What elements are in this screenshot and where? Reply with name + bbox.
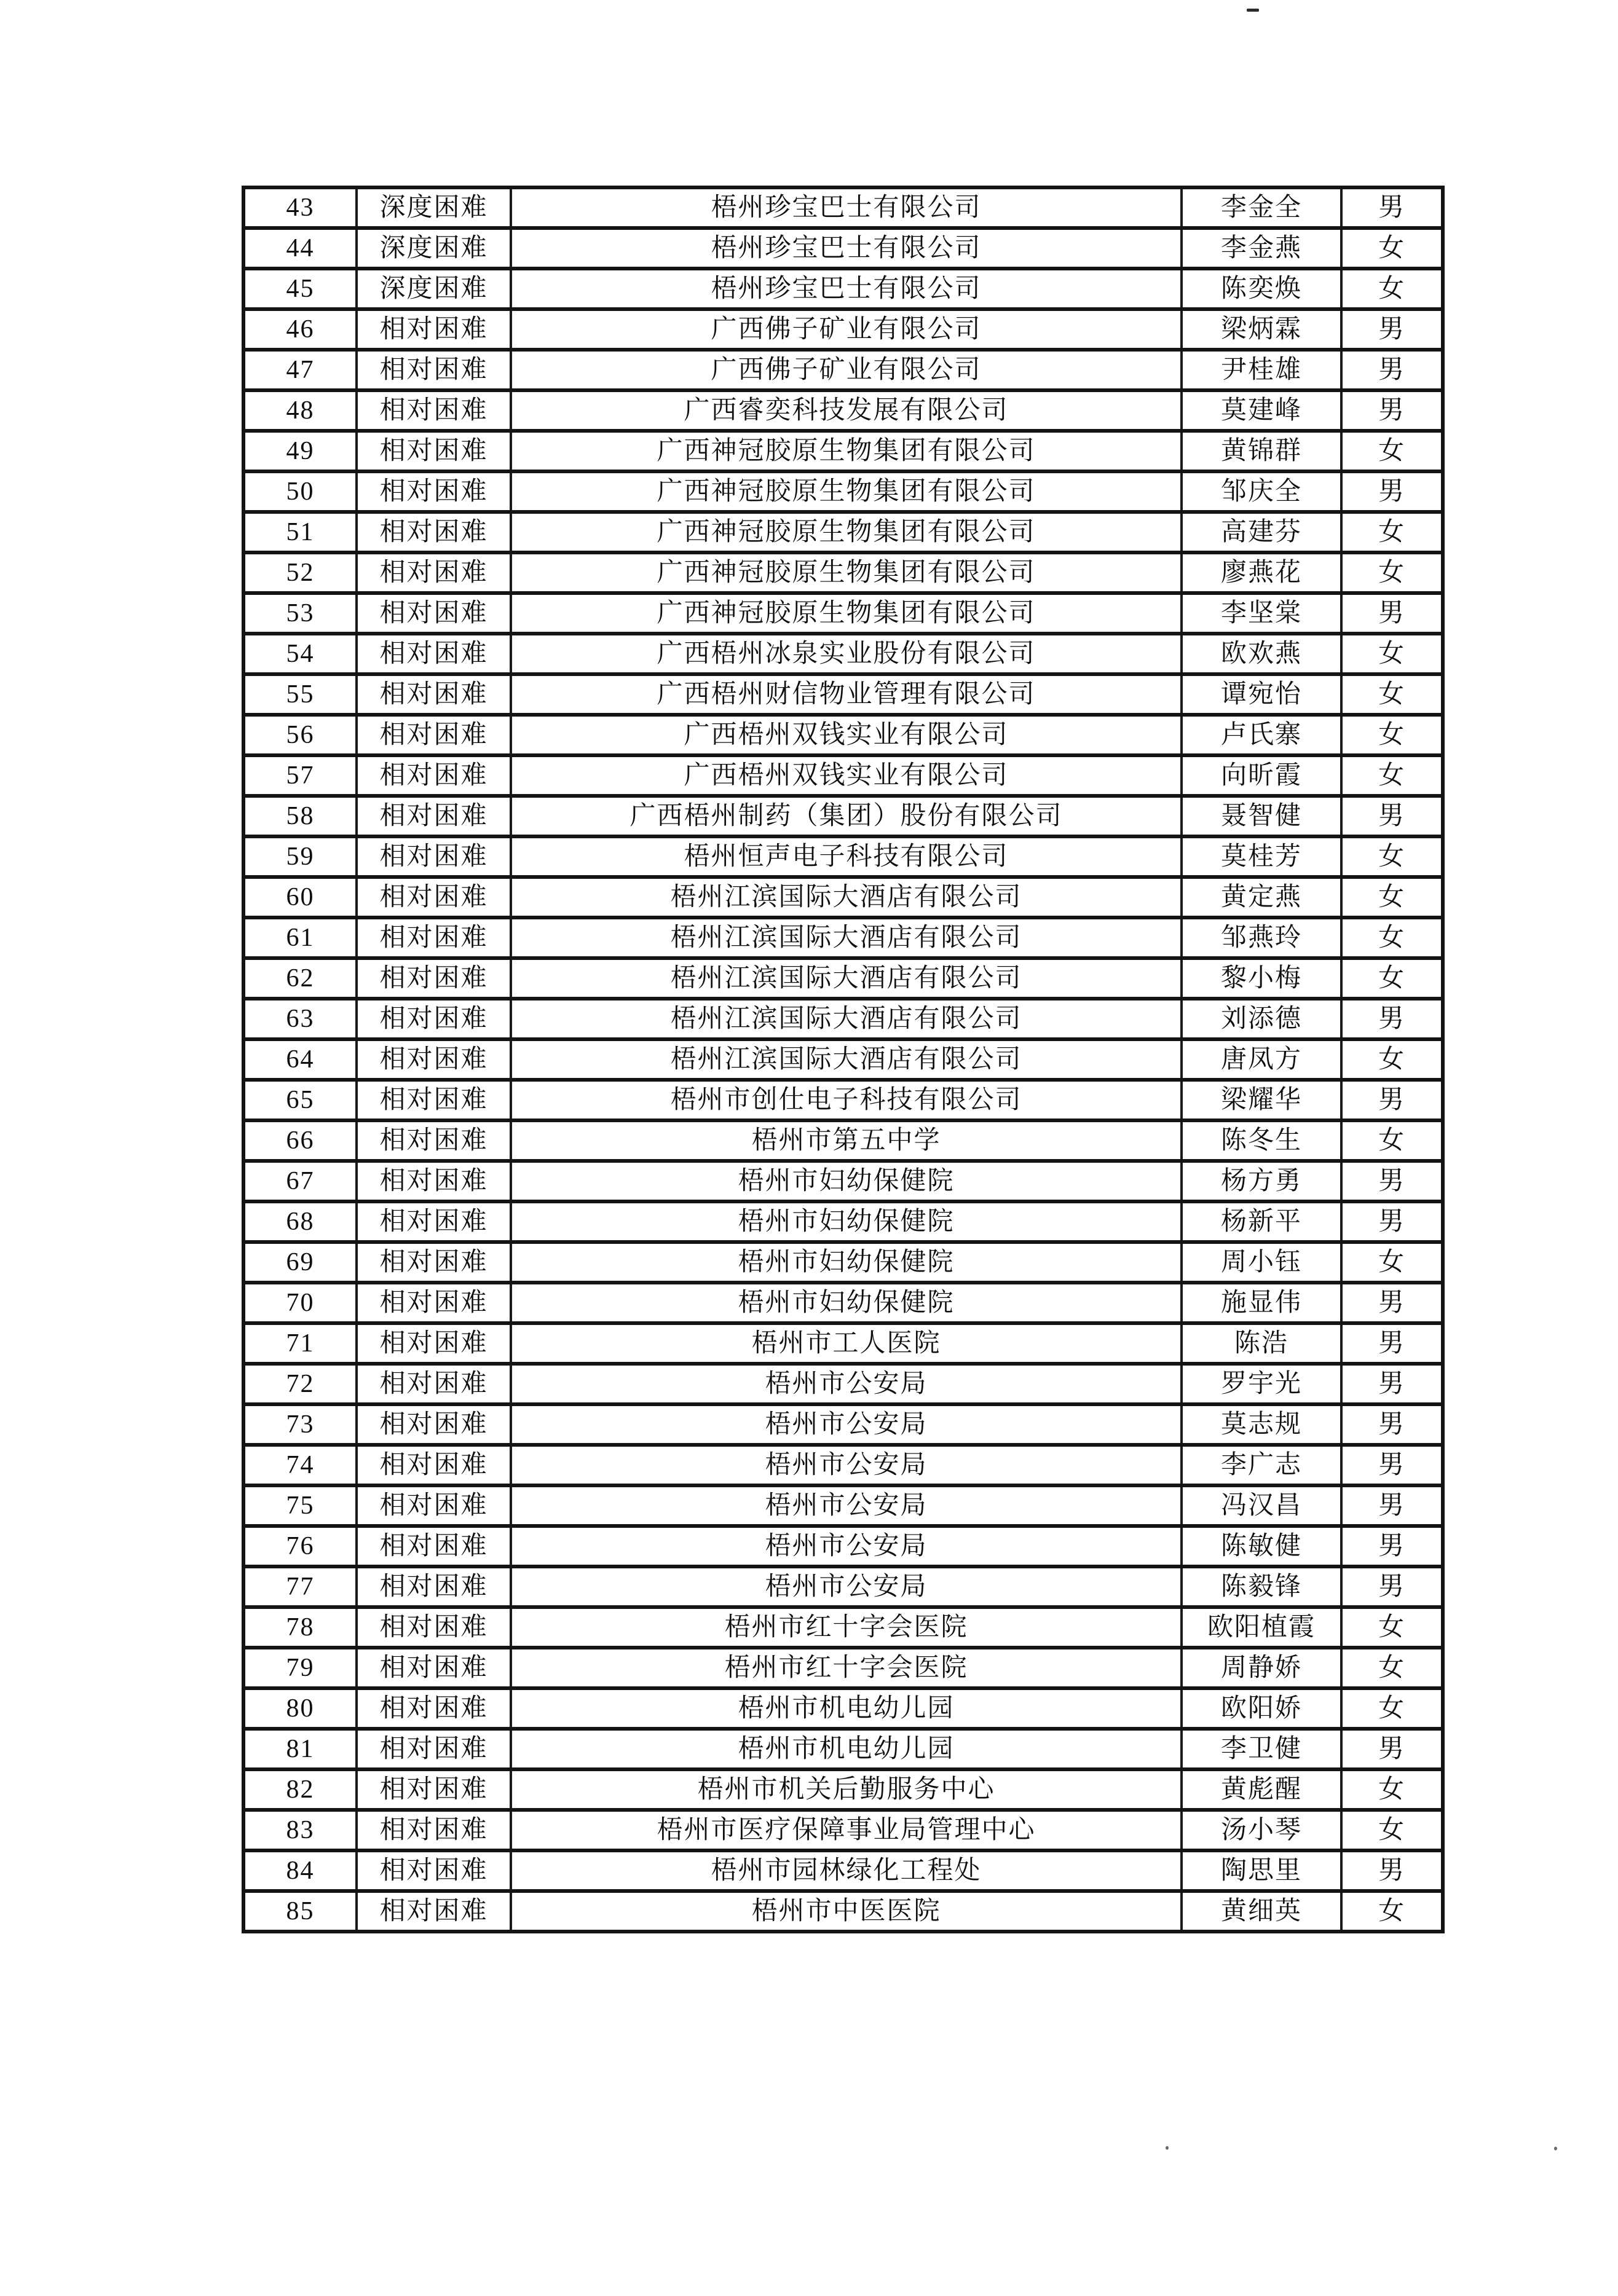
row-person-name-cell: 陈奕焕 bbox=[1182, 269, 1341, 309]
table-row bbox=[243, 796, 1443, 836]
row-person-name-cell: 梁炳霖 bbox=[1182, 309, 1341, 350]
row-number-cell: 77 bbox=[243, 1567, 357, 1607]
row-number-cell: 70 bbox=[243, 1283, 357, 1323]
row-person-name-cell: 罗宇光 bbox=[1182, 1364, 1341, 1404]
row-company-cell: 梧州市公安局 bbox=[511, 1567, 1182, 1607]
row-company-cell: 梧州市第五中学 bbox=[511, 1120, 1182, 1161]
row-person-name-cell: 尹桂雄 bbox=[1182, 350, 1341, 390]
row-person-name-cell: 梁耀华 bbox=[1182, 1080, 1341, 1120]
table-row bbox=[243, 836, 1443, 877]
row-person-name-cell: 周小钰 bbox=[1182, 1242, 1341, 1283]
row-person-name-cell: 汤小琴 bbox=[1182, 1810, 1341, 1850]
row-company-cell: 梧州珍宝巴士有限公司 bbox=[511, 228, 1182, 269]
row-company-cell: 梧州市机关后勤服务中心 bbox=[511, 1769, 1182, 1810]
row-number-cell: 68 bbox=[243, 1201, 357, 1242]
row-company-cell: 广西神冠胶原生物集团有限公司 bbox=[511, 512, 1182, 552]
row-company-cell: 梧州江滨国际大酒店有限公司 bbox=[511, 918, 1182, 958]
row-company-cell: 梧州市医疗保障事业局管理中心 bbox=[511, 1810, 1182, 1850]
scan-artifact-speck bbox=[1166, 2146, 1169, 2150]
table-row bbox=[243, 674, 1443, 715]
row-category-cell: 相对困难 bbox=[357, 552, 511, 593]
row-number-cell: 80 bbox=[243, 1688, 357, 1729]
row-gender-cell: 男 bbox=[1341, 1526, 1443, 1567]
row-category-cell: 相对困难 bbox=[357, 390, 511, 431]
row-person-name-cell: 周静娇 bbox=[1182, 1648, 1341, 1688]
row-number-cell: 56 bbox=[243, 715, 357, 755]
row-gender-cell: 女 bbox=[1341, 1039, 1443, 1080]
roster-table-body bbox=[243, 187, 1443, 1932]
table-row bbox=[243, 1850, 1443, 1891]
row-gender-cell: 女 bbox=[1341, 918, 1443, 958]
row-person-name-cell: 卢氏寨 bbox=[1182, 715, 1341, 755]
row-gender-cell: 男 bbox=[1341, 796, 1443, 836]
row-number-cell: 75 bbox=[243, 1485, 357, 1526]
row-category-cell: 相对困难 bbox=[357, 1688, 511, 1729]
row-person-name-cell: 莫建峰 bbox=[1182, 390, 1341, 431]
row-number-cell: 43 bbox=[243, 187, 357, 228]
row-person-name-cell: 陈浩 bbox=[1182, 1323, 1341, 1364]
row-gender-cell: 女 bbox=[1341, 552, 1443, 593]
row-gender-cell: 男 bbox=[1341, 471, 1443, 512]
row-category-cell: 相对困难 bbox=[357, 1445, 511, 1485]
row-gender-cell: 男 bbox=[1341, 390, 1443, 431]
row-number-cell: 45 bbox=[243, 269, 357, 309]
row-gender-cell: 男 bbox=[1341, 1445, 1443, 1485]
row-company-cell: 广西梧州双钱实业有限公司 bbox=[511, 715, 1182, 755]
row-gender-cell: 男 bbox=[1341, 1485, 1443, 1526]
row-company-cell: 梧州市红十字会医院 bbox=[511, 1607, 1182, 1648]
row-number-cell: 73 bbox=[243, 1404, 357, 1445]
row-gender-cell: 男 bbox=[1341, 593, 1443, 634]
row-number-cell: 46 bbox=[243, 309, 357, 350]
table-row bbox=[243, 1769, 1443, 1810]
row-company-cell: 广西佛子矿业有限公司 bbox=[511, 309, 1182, 350]
row-gender-cell: 女 bbox=[1341, 715, 1443, 755]
row-gender-cell: 男 bbox=[1341, 1364, 1443, 1404]
row-person-name-cell: 黎小梅 bbox=[1182, 958, 1341, 999]
row-person-name-cell: 李广志 bbox=[1182, 1445, 1341, 1485]
table-row bbox=[243, 1485, 1443, 1526]
row-category-cell: 相对困难 bbox=[357, 593, 511, 634]
row-number-cell: 66 bbox=[243, 1120, 357, 1161]
row-person-name-cell: 欧阳植霞 bbox=[1182, 1607, 1341, 1648]
row-number-cell: 63 bbox=[243, 999, 357, 1039]
table-row bbox=[243, 390, 1443, 431]
row-company-cell: 梧州市红十字会医院 bbox=[511, 1648, 1182, 1688]
table-row bbox=[243, 1688, 1443, 1729]
row-company-cell: 梧州市妇幼保健院 bbox=[511, 1283, 1182, 1323]
row-person-name-cell: 邹庆全 bbox=[1182, 471, 1341, 512]
row-company-cell: 梧州江滨国际大酒店有限公司 bbox=[511, 999, 1182, 1039]
row-company-cell: 梧州珍宝巴士有限公司 bbox=[511, 187, 1182, 228]
row-number-cell: 49 bbox=[243, 431, 357, 471]
row-category-cell: 相对困难 bbox=[357, 958, 511, 999]
row-gender-cell: 男 bbox=[1341, 1201, 1443, 1242]
row-person-name-cell: 陈毅锋 bbox=[1182, 1567, 1341, 1607]
row-person-name-cell: 莫志规 bbox=[1182, 1404, 1341, 1445]
row-category-cell: 相对困难 bbox=[357, 715, 511, 755]
row-category-cell: 相对困难 bbox=[357, 1567, 511, 1607]
row-gender-cell: 女 bbox=[1341, 431, 1443, 471]
row-gender-cell: 男 bbox=[1341, 1567, 1443, 1607]
row-category-cell: 相对困难 bbox=[357, 999, 511, 1039]
row-category-cell: 相对困难 bbox=[357, 1485, 511, 1526]
row-category-cell: 相对困难 bbox=[357, 1729, 511, 1769]
row-gender-cell: 女 bbox=[1341, 1120, 1443, 1161]
row-number-cell: 84 bbox=[243, 1850, 357, 1891]
row-company-cell: 广西梧州财信物业管理有限公司 bbox=[511, 674, 1182, 715]
row-number-cell: 79 bbox=[243, 1648, 357, 1688]
row-category-cell: 相对困难 bbox=[357, 1648, 511, 1688]
table-row bbox=[243, 958, 1443, 999]
row-person-name-cell: 陈冬生 bbox=[1182, 1120, 1341, 1161]
row-gender-cell: 女 bbox=[1341, 1769, 1443, 1810]
row-number-cell: 54 bbox=[243, 634, 357, 674]
row-gender-cell: 女 bbox=[1341, 1688, 1443, 1729]
row-number-cell: 71 bbox=[243, 1323, 357, 1364]
table-row bbox=[243, 1242, 1443, 1283]
row-person-name-cell: 冯汉昌 bbox=[1182, 1485, 1341, 1526]
row-gender-cell: 女 bbox=[1341, 228, 1443, 269]
row-gender-cell: 男 bbox=[1341, 187, 1443, 228]
row-number-cell: 61 bbox=[243, 918, 357, 958]
row-company-cell: 广西睿奕科技发展有限公司 bbox=[511, 390, 1182, 431]
row-company-cell: 梧州市机电幼儿园 bbox=[511, 1729, 1182, 1769]
table-row bbox=[243, 1283, 1443, 1323]
row-gender-cell: 女 bbox=[1341, 269, 1443, 309]
row-category-cell: 相对困难 bbox=[357, 1039, 511, 1080]
row-category-cell: 相对困难 bbox=[357, 796, 511, 836]
table-row bbox=[243, 1404, 1443, 1445]
table-row bbox=[243, 593, 1443, 634]
row-number-cell: 48 bbox=[243, 390, 357, 431]
table-row bbox=[243, 1607, 1443, 1648]
row-number-cell: 52 bbox=[243, 552, 357, 593]
table-row bbox=[243, 1364, 1443, 1404]
row-gender-cell: 女 bbox=[1341, 1607, 1443, 1648]
row-category-cell: 相对困难 bbox=[357, 674, 511, 715]
row-company-cell: 梧州市妇幼保健院 bbox=[511, 1201, 1182, 1242]
row-gender-cell: 男 bbox=[1341, 1850, 1443, 1891]
row-number-cell: 57 bbox=[243, 755, 357, 796]
table-row bbox=[243, 350, 1443, 390]
row-category-cell: 相对困难 bbox=[357, 634, 511, 674]
row-gender-cell: 女 bbox=[1341, 1648, 1443, 1688]
row-number-cell: 60 bbox=[243, 877, 357, 918]
table-row bbox=[243, 1120, 1443, 1161]
row-gender-cell: 女 bbox=[1341, 1242, 1443, 1283]
row-number-cell: 47 bbox=[243, 350, 357, 390]
row-company-cell: 广西梧州冰泉实业股份有限公司 bbox=[511, 634, 1182, 674]
row-person-name-cell: 李坚棠 bbox=[1182, 593, 1341, 634]
table-row bbox=[243, 1161, 1443, 1201]
table-row bbox=[243, 999, 1443, 1039]
row-company-cell: 梧州市机电幼儿园 bbox=[511, 1688, 1182, 1729]
row-gender-cell: 男 bbox=[1341, 1323, 1443, 1364]
row-company-cell: 广西神冠胶原生物集团有限公司 bbox=[511, 552, 1182, 593]
row-person-name-cell: 杨新平 bbox=[1182, 1201, 1341, 1242]
row-category-cell: 相对困难 bbox=[357, 1201, 511, 1242]
row-company-cell: 梧州市公安局 bbox=[511, 1526, 1182, 1567]
row-company-cell: 广西神冠胶原生物集团有限公司 bbox=[511, 471, 1182, 512]
row-gender-cell: 男 bbox=[1341, 1283, 1443, 1323]
row-number-cell: 83 bbox=[243, 1810, 357, 1850]
table-row bbox=[243, 552, 1443, 593]
table-row bbox=[243, 228, 1443, 269]
table-row bbox=[243, 512, 1443, 552]
row-number-cell: 85 bbox=[243, 1891, 357, 1932]
scan-artifact-speck bbox=[1554, 2147, 1557, 2150]
row-category-cell: 相对困难 bbox=[357, 1891, 511, 1932]
row-category-cell: 相对困难 bbox=[357, 1404, 511, 1445]
row-person-name-cell: 黄定燕 bbox=[1182, 877, 1341, 918]
table-row bbox=[243, 1810, 1443, 1850]
row-company-cell: 广西神冠胶原生物集团有限公司 bbox=[511, 593, 1182, 634]
row-company-cell: 梧州市工人医院 bbox=[511, 1323, 1182, 1364]
row-company-cell: 广西梧州制药（集团）股份有限公司 bbox=[511, 796, 1182, 836]
row-gender-cell: 女 bbox=[1341, 836, 1443, 877]
row-company-cell: 梧州市公安局 bbox=[511, 1445, 1182, 1485]
row-person-name-cell: 高建芬 bbox=[1182, 512, 1341, 552]
row-number-cell: 67 bbox=[243, 1161, 357, 1201]
row-company-cell: 梧州市公安局 bbox=[511, 1364, 1182, 1404]
table-row bbox=[243, 1567, 1443, 1607]
table-row bbox=[243, 309, 1443, 350]
row-company-cell: 广西神冠胶原生物集团有限公司 bbox=[511, 431, 1182, 471]
row-person-name-cell: 李金全 bbox=[1182, 187, 1341, 228]
table-row bbox=[243, 1648, 1443, 1688]
row-number-cell: 62 bbox=[243, 958, 357, 999]
scan-artifact-dash bbox=[1247, 9, 1259, 12]
row-company-cell: 梧州市妇幼保健院 bbox=[511, 1242, 1182, 1283]
row-category-cell: 相对困难 bbox=[357, 1526, 511, 1567]
row-person-name-cell: 莫桂芳 bbox=[1182, 836, 1341, 877]
table-row bbox=[243, 715, 1443, 755]
row-category-cell: 相对困难 bbox=[357, 431, 511, 471]
row-person-name-cell: 唐凤方 bbox=[1182, 1039, 1341, 1080]
row-category-cell: 相对困难 bbox=[357, 1161, 511, 1201]
row-category-cell: 相对困难 bbox=[357, 512, 511, 552]
row-number-cell: 82 bbox=[243, 1769, 357, 1810]
row-category-cell: 深度困难 bbox=[357, 187, 511, 228]
row-number-cell: 64 bbox=[243, 1039, 357, 1080]
row-category-cell: 深度困难 bbox=[357, 269, 511, 309]
row-gender-cell: 男 bbox=[1341, 1080, 1443, 1120]
row-number-cell: 76 bbox=[243, 1526, 357, 1567]
row-person-name-cell: 欧阳娇 bbox=[1182, 1688, 1341, 1729]
row-person-name-cell: 黄锦群 bbox=[1182, 431, 1341, 471]
row-person-name-cell: 邹燕玲 bbox=[1182, 918, 1341, 958]
row-gender-cell: 女 bbox=[1341, 634, 1443, 674]
row-person-name-cell: 廖燕花 bbox=[1182, 552, 1341, 593]
row-person-name-cell: 刘添德 bbox=[1182, 999, 1341, 1039]
row-category-cell: 深度困难 bbox=[357, 228, 511, 269]
row-gender-cell: 女 bbox=[1341, 958, 1443, 999]
row-person-name-cell: 施显伟 bbox=[1182, 1283, 1341, 1323]
table-row bbox=[243, 1323, 1443, 1364]
row-category-cell: 相对困难 bbox=[357, 755, 511, 796]
row-person-name-cell: 欧欢燕 bbox=[1182, 634, 1341, 674]
row-company-cell: 梧州市园林绿化工程处 bbox=[511, 1850, 1182, 1891]
row-company-cell: 广西佛子矿业有限公司 bbox=[511, 350, 1182, 390]
table-row bbox=[243, 1526, 1443, 1567]
row-category-cell: 相对困难 bbox=[357, 1769, 511, 1810]
row-gender-cell: 男 bbox=[1341, 1404, 1443, 1445]
row-gender-cell: 女 bbox=[1341, 512, 1443, 552]
row-company-cell: 梧州江滨国际大酒店有限公司 bbox=[511, 958, 1182, 999]
row-person-name-cell: 黄彪醒 bbox=[1182, 1769, 1341, 1810]
row-person-name-cell: 聂智健 bbox=[1182, 796, 1341, 836]
row-company-cell: 梧州江滨国际大酒店有限公司 bbox=[511, 877, 1182, 918]
row-gender-cell: 男 bbox=[1341, 309, 1443, 350]
table-row bbox=[243, 634, 1443, 674]
row-person-name-cell: 杨方勇 bbox=[1182, 1161, 1341, 1201]
row-company-cell: 梧州恒声电子科技有限公司 bbox=[511, 836, 1182, 877]
row-company-cell: 梧州市公安局 bbox=[511, 1404, 1182, 1445]
row-gender-cell: 男 bbox=[1341, 1161, 1443, 1201]
row-gender-cell: 女 bbox=[1341, 1891, 1443, 1932]
row-category-cell: 相对困难 bbox=[357, 309, 511, 350]
row-number-cell: 81 bbox=[243, 1729, 357, 1769]
row-number-cell: 51 bbox=[243, 512, 357, 552]
row-category-cell: 相对困难 bbox=[357, 471, 511, 512]
row-company-cell: 梧州市创仕电子科技有限公司 bbox=[511, 1080, 1182, 1120]
row-number-cell: 55 bbox=[243, 674, 357, 715]
table-row bbox=[243, 431, 1443, 471]
table-row bbox=[243, 918, 1443, 958]
row-number-cell: 65 bbox=[243, 1080, 357, 1120]
row-category-cell: 相对困难 bbox=[357, 918, 511, 958]
row-gender-cell: 女 bbox=[1341, 877, 1443, 918]
table-row bbox=[243, 1445, 1443, 1485]
row-person-name-cell: 谭宛怡 bbox=[1182, 674, 1341, 715]
row-person-name-cell: 李卫健 bbox=[1182, 1729, 1341, 1769]
row-company-cell: 梧州市中医医院 bbox=[511, 1891, 1182, 1932]
row-category-cell: 相对困难 bbox=[357, 1323, 511, 1364]
row-category-cell: 相对困难 bbox=[357, 1607, 511, 1648]
table-row bbox=[243, 1201, 1443, 1242]
row-category-cell: 相对困难 bbox=[357, 836, 511, 877]
row-number-cell: 53 bbox=[243, 593, 357, 634]
row-number-cell: 59 bbox=[243, 836, 357, 877]
row-person-name-cell: 向昕霞 bbox=[1182, 755, 1341, 796]
row-category-cell: 相对困难 bbox=[357, 1364, 511, 1404]
row-company-cell: 梧州珍宝巴士有限公司 bbox=[511, 269, 1182, 309]
row-number-cell: 72 bbox=[243, 1364, 357, 1404]
row-category-cell: 相对困难 bbox=[357, 1850, 511, 1891]
table-row bbox=[243, 269, 1443, 309]
row-category-cell: 相对困难 bbox=[357, 877, 511, 918]
row-person-name-cell: 李金燕 bbox=[1182, 228, 1341, 269]
table-row bbox=[243, 755, 1443, 796]
row-person-name-cell: 陈敏健 bbox=[1182, 1526, 1341, 1567]
table-row bbox=[243, 877, 1443, 918]
row-number-cell: 69 bbox=[243, 1242, 357, 1283]
row-number-cell: 58 bbox=[243, 796, 357, 836]
row-category-cell: 相对困难 bbox=[357, 1080, 511, 1120]
row-company-cell: 梧州市妇幼保健院 bbox=[511, 1161, 1182, 1201]
row-category-cell: 相对困难 bbox=[357, 1242, 511, 1283]
row-company-cell: 广西梧州双钱实业有限公司 bbox=[511, 755, 1182, 796]
row-number-cell: 74 bbox=[243, 1445, 357, 1485]
roster-table bbox=[242, 186, 1445, 1933]
row-category-cell: 相对困难 bbox=[357, 1283, 511, 1323]
table-row bbox=[243, 1080, 1443, 1120]
table-row bbox=[243, 1039, 1443, 1080]
row-category-cell: 相对困难 bbox=[357, 350, 511, 390]
row-gender-cell: 男 bbox=[1341, 1729, 1443, 1769]
row-gender-cell: 男 bbox=[1341, 350, 1443, 390]
row-person-name-cell: 陶思里 bbox=[1182, 1850, 1341, 1891]
row-category-cell: 相对困难 bbox=[357, 1810, 511, 1850]
row-company-cell: 梧州江滨国际大酒店有限公司 bbox=[511, 1039, 1182, 1080]
row-category-cell: 相对困难 bbox=[357, 1120, 511, 1161]
row-gender-cell: 男 bbox=[1341, 999, 1443, 1039]
row-number-cell: 44 bbox=[243, 228, 357, 269]
row-company-cell: 梧州市公安局 bbox=[511, 1485, 1182, 1526]
table-row bbox=[243, 1891, 1443, 1932]
table-row bbox=[243, 471, 1443, 512]
row-gender-cell: 女 bbox=[1341, 674, 1443, 715]
row-gender-cell: 女 bbox=[1341, 755, 1443, 796]
table-row bbox=[243, 187, 1443, 228]
row-gender-cell: 女 bbox=[1341, 1810, 1443, 1850]
row-number-cell: 50 bbox=[243, 471, 357, 512]
row-person-name-cell: 黄细英 bbox=[1182, 1891, 1341, 1932]
row-number-cell: 78 bbox=[243, 1607, 357, 1648]
table-row bbox=[243, 1729, 1443, 1769]
